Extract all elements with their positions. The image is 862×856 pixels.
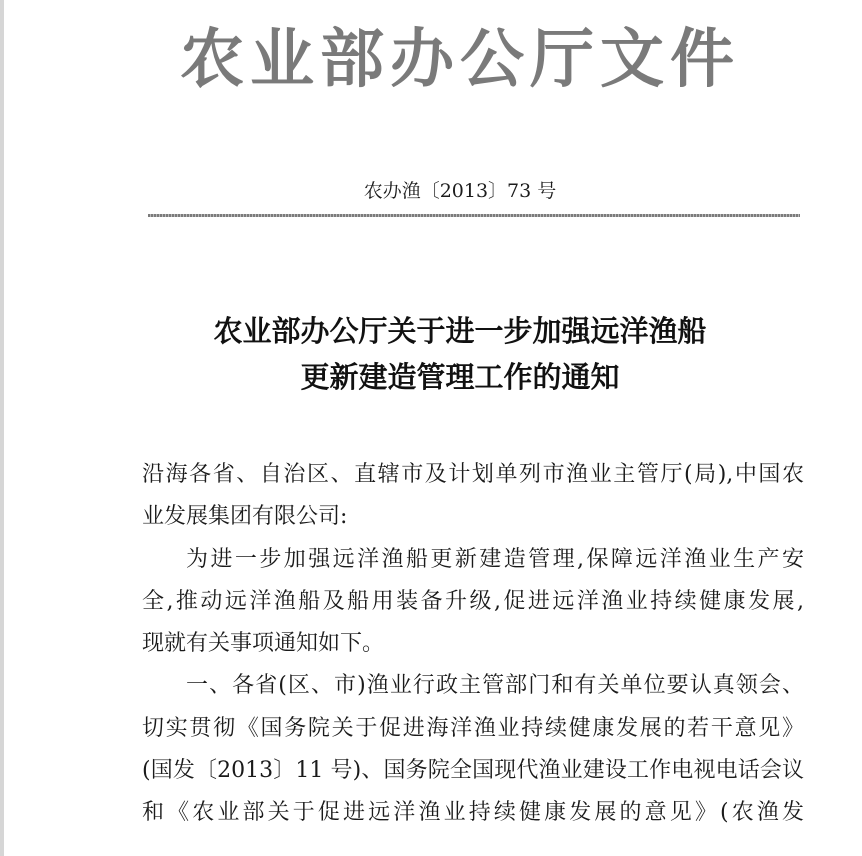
body-line-7: 切实贯彻《国务院关于促进海洋渔业持续健康发展的若干意见》 xyxy=(142,715,804,741)
body-line-8: (国发〔2013〕11 号)、国务院全国现代渔业建设工作电视电话会议 xyxy=(142,758,804,784)
body-line-6: 一、各省(区、市)渔业行政主管部门和有关单位要认真领会、 xyxy=(186,673,804,699)
document-number: 农办渔〔2013〕73 号 xyxy=(363,180,557,202)
notice-body xyxy=(142,454,804,835)
body-line-5: 现就有关事项通知如下。 xyxy=(142,631,385,657)
page-left-edge xyxy=(0,0,4,856)
body-line-9: 和《农业部关于促进远洋渔业持续健康发展的意见》(农渔发 xyxy=(142,800,804,826)
document-header-title: 农业部办公厅文件 xyxy=(180,22,740,97)
notice-title-line-2: 更新建造管理工作的通知 xyxy=(300,360,620,394)
body-line-2: 业发展集团有限公司: xyxy=(142,504,348,530)
body-line-1: 沿海各省、自治区、直辖市及计划单列市渔业主管厅(局),中国农 xyxy=(142,462,804,487)
notice-title xyxy=(120,308,800,400)
notice-title-line-1: 农业部办公厅关于进一步加强远洋渔船 xyxy=(213,314,707,348)
body-line-4: 全,推动远洋渔船及船用装备升级,促进远洋渔业持续健康发展, xyxy=(142,588,804,614)
body-line-3: 为进一步加强远洋渔船更新建造管理,保障远洋渔业生产安 xyxy=(186,546,804,572)
header-divider-line xyxy=(148,214,800,217)
